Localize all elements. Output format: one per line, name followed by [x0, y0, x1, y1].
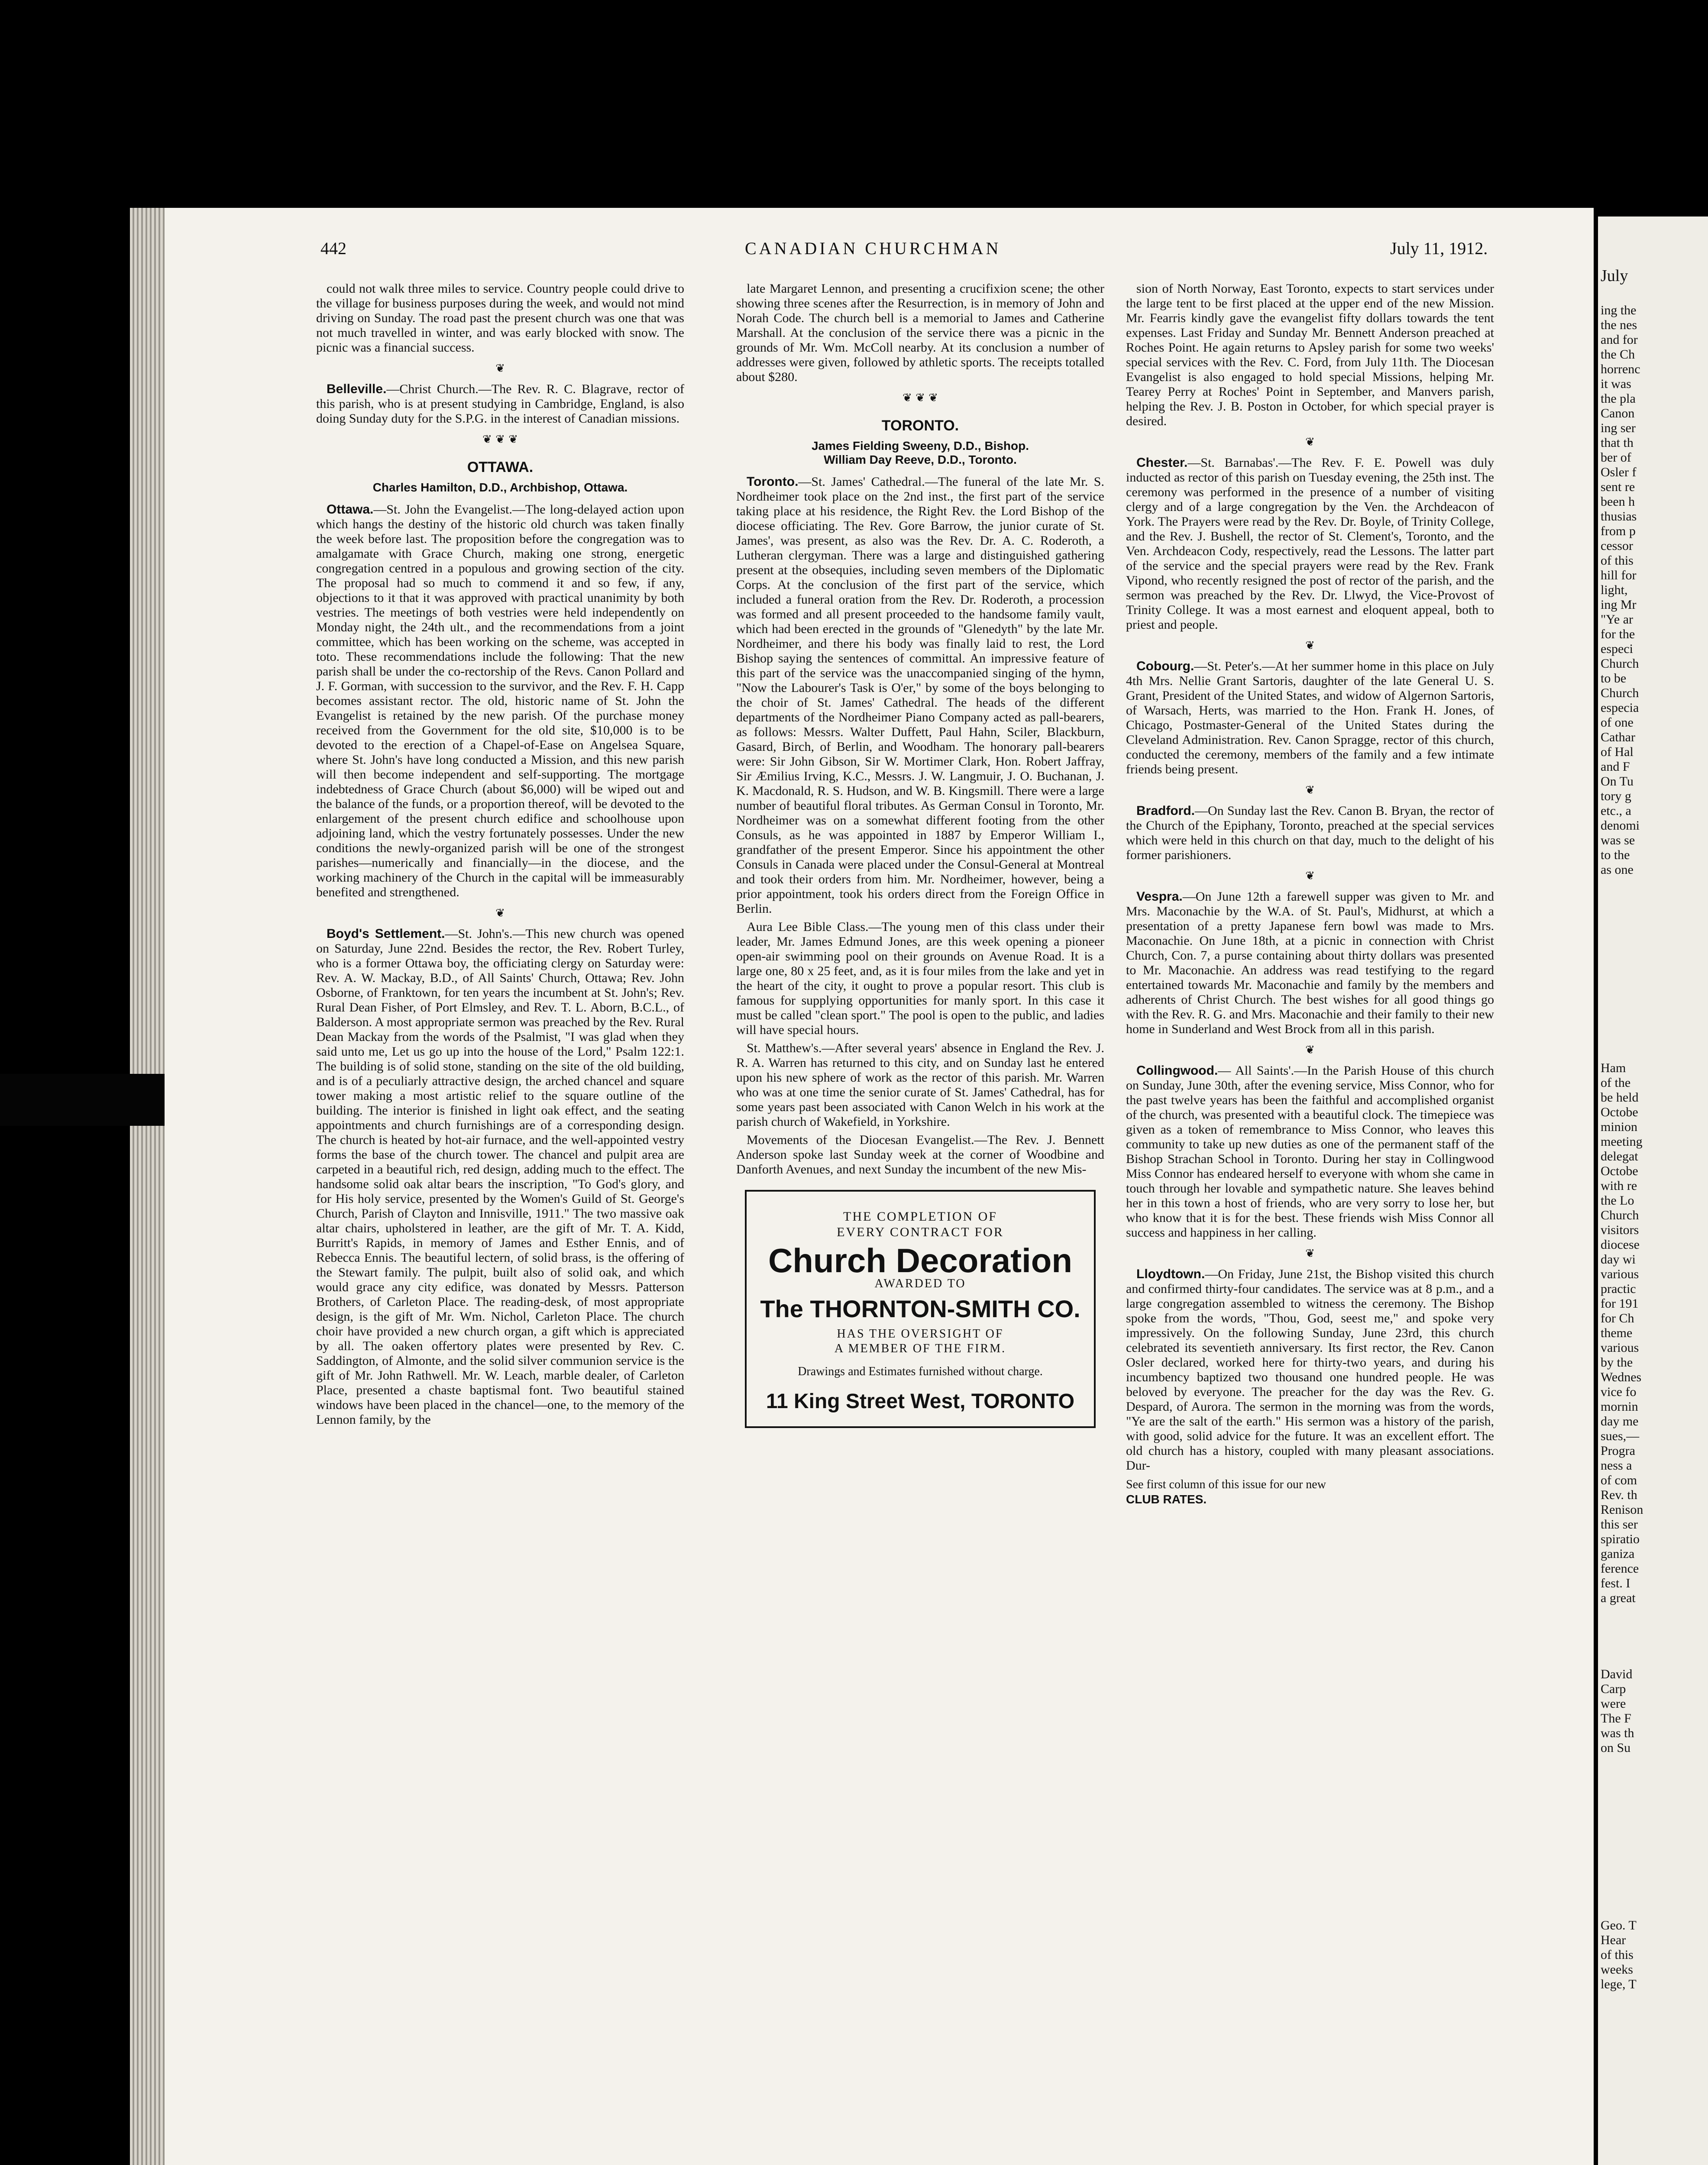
paragraph-chester: Chester.—St. Barnabas'.—The Rev. F. E. Powell was duly inducted as rector of this parish on Tuesday evening, the 25th inst. The ceremony was performed in the presence of a number of visiting clergy and of a large congregation by the Ven. the Archdeacon of York. The Prayers were read by the Rev. Dr. Boyle, of Trinity College, and the Rev. J. Bushell, the rector of St. Clement's, Toronto, and the Ven. Archdeacon Cody, respectively, read the Lessons. The latter part of the service and the special prayers were read by the Rev. Frank Vipond, who recently resigned the post of rector of the parish, and the sermon was preached by the Rev. Dr. Llwyd, the Vice-Provost of Trinity College. It was a most earnest and eloquent appeal, both to priest and people.: [1126, 456, 1494, 632]
adjacent-line: sues,—: [1601, 1429, 1640, 1443]
adjacent-line: to be: [1601, 671, 1627, 685]
adjacent-line: thusias: [1601, 509, 1637, 523]
adjacent-line: Progra: [1601, 1444, 1635, 1458]
adjacent-page-fragment: [1598, 216, 1708, 2165]
adjacent-line: vice fo: [1601, 1385, 1637, 1399]
adjacent-line: theme: [1601, 1326, 1633, 1340]
ornament: ❦: [1305, 784, 1315, 797]
advertisement-box: [745, 1190, 1096, 1428]
adjacent-line: on Su: [1601, 1741, 1631, 1755]
paragraph-ottawa: Ottawa.—St. John the Evangelist.—The long-delayed action upon which hangs the destiny of the historic old church was taken finally the week before last. The proposition before the congregation was to amalgamate with Grace Church, making one strong, energetic congregation centred in a populous and growing section of the city. The proposal had so much to commend it and so few, if any, objections to it that it was approved with practical unanimity by both vestries. The meetings of both vestries were held independently on Monday night, the 24th ult., and the recommendations from a joint committee, which has been working on the scheme, was accepted in toto. These recommendations include the following: That the new parish shall be under the co-rectorship of the Revs. Canon Pollard and J. F. Gorman, with succession to the survivor, and the Rev. F. H. Capp becomes assistant rector. The old, historic name of St. John the Evangelist is retained by the new parish. Of the purchase money received from the Government for the old site, $10,000 is to be devoted to the erection of a Chapel-of-Ease on Angelsea Square, where St. John's have long conducted a Mission, and this new parish will then become independent and self-supporting. The mortgage indebtedness of Grace Church (about $6,000) will be wiped out and the balance of the funds, or a proportion thereof, will be devoted to the enlargement of the present church edifice and schoolhouse upon adjoining land, which the vestry fortunately possesses. Under the new conditions the newly-organized parish will be one of the strongest parishes—numerically and financially—in the diocese, and the working machinery of the Church in the capital will be immeasurably benefited and strengthened.: [316, 502, 684, 899]
adjacent-line: tory g: [1601, 789, 1631, 803]
adjacent-line: the nes: [1601, 318, 1637, 332]
runin-heading: Chester.: [1136, 456, 1188, 470]
adjacent-line: of one: [1601, 715, 1634, 730]
adjacent-line: ber of: [1601, 450, 1631, 465]
runin-heading: Ottawa.: [327, 502, 374, 517]
paragraph-belleville: Belleville.—Christ Church.—The Rev. R. C. Blagrave, rector of this parish, who is at present studying in Cambridge, England, is also doing Sunday duty for the S.P.G. in the interest of Canadian missions.: [316, 382, 684, 426]
adjacent-line: Osler f: [1601, 465, 1637, 479]
paragraph-vespra: Vespra.—On June 12th a farewell supper was given to Mr. and Mrs. Maconachie by the W.A. of St. Paul's, Midhurst, at which a presentation of a pretty Japanese fern bowl was made to Mrs. Maconachie. On June 18th, at a picnic in connection with Christ Church, Con. 7, a purse containing about thirty dollars was presented to Mr. Maconachie. An address was read testifying to the regard entertained towards Mr. Maconachie and family by the members and adherents of Christ Church. The best wishes for all good things go with the Rev. R. G. and Mrs. Maconachie and their family to their new home in Sunderland and West Brock from all in this parish.: [1126, 889, 1494, 1036]
adjacent-line: Hear: [1601, 1933, 1626, 1947]
adjacent-line: as one: [1601, 863, 1634, 877]
paragraph: could not walk three miles to service. Country people could drive to the village for business purposes during the week, and would not mind driving on Sunday. The road past the present church was one that was not much travelled in winter, and was early blocked with snow. The picnic was a financial success.: [316, 281, 684, 355]
running-head: [165, 238, 1594, 264]
adjacent-line: sent re: [1601, 480, 1635, 494]
adjacent-line: for Ch: [1601, 1311, 1634, 1325]
adjacent-line: David: [1601, 1667, 1633, 1681]
ornament: ❦: [1305, 639, 1315, 652]
ad-line: THE COMPLETION OF: [843, 1209, 997, 1224]
paragraph-lloydtown: Lloydtown.—On Friday, June 21st, the Bishop visited this church and confirmed thirty-four candidates. The service was at 8 p.m., and a large congregation assembled to witness the ceremony. The Bishop spoke from the words, "Thou, God, seest me," and spoke very impressively. On the following Sunday, June 23rd, this church celebrated its seventieth anniversary. Its first rector, the Rev. Canon Osler declared, worked here for thirty-two years, and during his incumbency baptized two thousand one hundred people. He was beloved by everyone. The preacher for the day was the Rev. G. Despard, of Aurora. The sermon in the morning was from the words, "Ye are the salt of the earth." His sermon was a history of the parish, with good, solid advice for the future. It was an excellent effort. The old church has a history, coupled with many pleasant associations. Dur-: [1126, 1267, 1494, 1473]
adjacent-line: ing Mr: [1601, 598, 1637, 612]
adjacent-line: that th: [1601, 436, 1634, 450]
runin-heading: Belleville.: [327, 382, 387, 396]
adjacent-line: delegat: [1601, 1149, 1638, 1163]
paragraph: sion of North Norway, East Toronto, expects to start services under the large tent to be first placed at the upper end of the new Mission. Mr. Fearris kindly gave the evangelist fifty dollars towards the tent expenses. Last Friday and Sunday Mr. Bennett Anderson preached at Roches Point. He again returns to Apsley parish for some two weeks' special services with the Rev. C. Ford, from July 11th. The Diocesan Evangelist is also engaged to hold special Missions, helping Mr. Tearey Perry at Roches' Point in September, and Manvers parish, helping the Rev. J. B. Poston in October, for which special prayer is desired.: [1126, 281, 1494, 428]
adjacent-line: etc., a: [1601, 804, 1631, 818]
adjacent-line: hill for: [1601, 568, 1637, 582]
adjacent-line: ference: [1601, 1561, 1639, 1576]
ad-line: A MEMBER OF THE FIRM.: [834, 1342, 1006, 1355]
runin-heading: Cobourg.: [1136, 659, 1194, 673]
adjacent-line: Renison: [1601, 1503, 1643, 1517]
adjacent-line: Cathar: [1601, 730, 1635, 744]
section-heading-toronto: TORONTO.: [881, 417, 959, 434]
adjacent-line: The F: [1601, 1711, 1631, 1726]
ad-line: EVERY CONTRACT FOR: [837, 1225, 1004, 1239]
adjacent-line: Rev. th: [1601, 1488, 1637, 1502]
adjacent-line: for the: [1601, 627, 1635, 641]
adjacent-line: Carp: [1601, 1682, 1626, 1696]
adjacent-line: practic: [1601, 1282, 1636, 1296]
page-edges: [130, 208, 169, 2165]
adjacent-line: the Ch: [1601, 347, 1635, 362]
adjacent-line: Canon: [1601, 406, 1635, 420]
ornament: ❦: [495, 907, 505, 920]
adjacent-line: minion: [1601, 1120, 1638, 1134]
ornament: ❦ ❦ ❦: [903, 391, 938, 404]
paragraph: St. Matthew's.—After several years' absence in England the Rev. J. R. A. Warren has returned to this city, and on Sunday last he entered upon his new sphere of work as the rector of this parish. Mr. Warren who was at one time the senior curate of St. James' Cathedral, has for some years past been associated with Canon Welch in his work at the parish church of Wakefield, in Yorkshire.: [736, 1041, 1104, 1129]
masthead: CANADIAN CHURCHMAN: [745, 239, 1001, 258]
adjacent-line: Church: [1601, 686, 1639, 700]
adjacent-line: mornin: [1601, 1399, 1638, 1414]
adjacent-line: meeting: [1601, 1134, 1643, 1149]
adjacent-line: On Tu: [1601, 774, 1634, 788]
page-number: 442: [320, 239, 346, 258]
adjacent-line: "Ye ar: [1601, 612, 1634, 627]
adjacent-line: of this: [1601, 553, 1634, 568]
adjacent-line: day me: [1601, 1414, 1639, 1428]
adjacent-line: cessor: [1601, 539, 1633, 553]
ornament: ❦: [1305, 1044, 1315, 1057]
ornament: ❦: [1305, 1247, 1315, 1260]
adjacent-line: of com: [1601, 1473, 1637, 1487]
paragraph: Movements of the Diocesan Evangelist.—The Rev. J. Bennett Anderson spoke last Sunday week at the corner of Woodbine and Danforth Avenues, and next Sunday the incumbent of the new Mis-: [736, 1133, 1104, 1176]
ornament: ❦: [1305, 869, 1315, 882]
runin-heading: Boyd's Settlement.: [327, 927, 445, 941]
section-subheading: Charles Hamilton, D.D., Archbishop, Ottawa.: [372, 481, 628, 494]
column-3: [1126, 281, 1494, 1507]
paragraph-boyds: Boyd's Settlement.—St. John's.—This new church was opened on Saturday, June 22nd. Besides the rector, the Rev. Robert Turley, who is a former Ottawa boy, the officiating clergy on Saturday were: Rev. A. W. Mackay, B.D., of All Saints' Church, Ottawa; Rev. John Osborne, of Franktown, for ten years the incumbent at St. John's; Rev. Rural Dean Fisher, of Port Elmsley, and Rev. T. L. Aborn, B.C.L., of Balderson. A most appropriate sermon was preached by the Rev. Rural Dean Mackay from the words of the Psalmist, "I was glad when they said unto me, Let us go up into the house of the Lord," Psalm 122:1. The building is of solid stone, standing on the site of the old building, and is of a peculiarly attractive design, the arched chancel and square tower making a most artistic relief to the square outline of the building. The interior is finished in light oak effect, and the seating appointments and church furnishings are of a corresponding design. The church is heated by hot-air furnace, and the well-appointed vestry forms the base of the church tower. The chancel and pulpit area are carpeted in a beautiful rich, red design, adding much to the effect. The handsome solid oak altar bears the inscription, "To God's glory, and for His holy service, presented by the Women's Guild of St. George's Church, Parish of Clayton and Innisville, 1911." The two massive oak altar chairs, upholstered in leather, are the gift of Mr. T. A. Kidd, Burritt's Rapids, in memory of James and Esther Ennis, and of Rebecca Ennis. The beautiful lectern, of solid brass, is the offering of the Stewart family. The pulpit, built also of solid oak, and which would grace any city edifice, was donated by Messrs. Patterson Brothers, of Carleton Place. The reading-desk, of most appropriate design, is the gift of Mr. Wm. Nichol, Carleton Place. The church choir have provided a new church organ, a gift which is appreciated by all. The oaken offertory plates were presented by Rev. C. Saddington, of Almonte, and the solid silver communion service is the gift of Mr. John Rathwell. Mr. W. Leach, marble dealer, of Carleton Place, presented a chaste baptismal font. Two beautiful stained windows have been placed in the chancel—one, to the memory of the Lennon family, by the: [316, 927, 684, 1427]
adjacent-line: Octobe: [1601, 1164, 1638, 1178]
ad-address: 11 King Street West, TORONTO: [766, 1390, 1075, 1413]
adjacent-line: of the: [1601, 1076, 1631, 1090]
runin-heading: Collingwood.: [1136, 1063, 1218, 1078]
adjacent-line: various: [1601, 1267, 1639, 1281]
adjacent-line: ing ser: [1601, 421, 1636, 435]
adjacent-line: light,: [1601, 583, 1628, 597]
ad-line: Drawings and Estimates furnished without charge.: [798, 1365, 1043, 1378]
adjacent-line: day wi: [1601, 1252, 1636, 1267]
adjacent-line: the pla: [1601, 391, 1636, 406]
paragraph: late Margaret Lennon, and presenting a crucifixion scene; the other showing three scenes after the Resurrection, is in memory of John and Norah Code. The church bell is a memorial to James and Catherine Marshall. At the conclusion of the service there was a picnic in the grounds of Mr. Wm. McColl nearby. At its conclusion a number of addresses were given, followed by athletic sports. The receipts totalled about $280.: [736, 281, 1104, 384]
adjacent-line: was th: [1601, 1726, 1634, 1740]
adjacent-line: visitors: [1601, 1223, 1639, 1237]
adjacent-line: been h: [1601, 494, 1635, 509]
adjacent-line: be held: [1601, 1090, 1639, 1105]
newspaper-page: [165, 208, 1594, 2165]
adjacent-line: the Lo: [1601, 1193, 1634, 1208]
runin-heading: Toronto.: [747, 475, 799, 489]
column-1: [316, 281, 684, 1431]
adjacent-line: of this: [1601, 1948, 1634, 1962]
adjacent-line: of Hal: [1601, 745, 1634, 759]
adjacent-line: various: [1601, 1341, 1639, 1355]
adjacent-line: Wednes: [1601, 1370, 1642, 1384]
adjacent-line: was se: [1601, 833, 1635, 847]
adjacent-line: spiratio: [1601, 1532, 1640, 1546]
adjacent-line: Ham: [1601, 1061, 1626, 1075]
adjacent-line: this ser: [1601, 1517, 1638, 1532]
adjacent-line: for 191: [1601, 1296, 1639, 1311]
adjacent-line: were: [1601, 1696, 1626, 1711]
adjacent-line: ing the: [1601, 303, 1637, 317]
runin-heading: Bradford.: [1136, 804, 1195, 818]
section-subheading: James Fielding Sweeny, D.D., Bishop. William Day Reeve, D.D., Toronto.: [811, 439, 1029, 466]
adjacent-line: ganiza: [1601, 1547, 1635, 1561]
paragraph-bradford: Bradford.—On Sunday last the Rev. Canon B. Bryan, the rector of the Church of the Epiphany, Toronto, preached at the special services which were held in this church on that day, much to the delight of his former parishioners.: [1126, 804, 1494, 862]
adjacent-line: from p: [1601, 524, 1636, 538]
adjacent-line: especia: [1601, 701, 1639, 715]
adjacent-line: especi: [1601, 642, 1633, 656]
adjacent-line: Church: [1601, 1208, 1639, 1222]
adjacent-line: ness a: [1601, 1458, 1632, 1473]
adjacent-line: diocese: [1601, 1238, 1640, 1252]
ad-headline: Church Decoration: [768, 1241, 1073, 1280]
adjacent-line: weeks: [1601, 1962, 1633, 1977]
adjacent-line: horrenc: [1601, 362, 1640, 376]
ornament: ❦: [495, 362, 505, 375]
adjacent-line: by the: [1601, 1355, 1633, 1370]
column-2: [736, 281, 1104, 1441]
paragraph-toronto: Toronto.—St. James' Cathedral.—The funeral of the late Mr. S. Nordheimer took place on the 2nd inst., the first part of the service taking place at his residence, the Right Rev. the Lord Bishop of the diocese officiating. The Rev. Gore Barrow, the junior curate of St. James', was present, as also was the Rev. Dr. A. C. Roderoth, a Lutheran clergyman. There was a large and distinguished gathering present at the obsequies, including seven members of the Diplomatic Corps. At the conclusion of the first part of the service, which included a funeral oration from the Rev. Dr. Roderoth, a procession was formed and all present proceeded to the handsome family vault, which had been erected in the grounds of "Glenedyth" by the late Mr. Nordheimer, and there his body was finally laid to rest, the Lord Bishop saying the sentences of committal. An impressive feature of this part of the service was the unaccompanied singing of the hymn, "Now the Labourer's Task is O'er," by some of the boys belonging to the choir of St. James' Cathedral. The heads of the different departments of the Nordheimer Piano Company acted as pall-bearers, as follows: Messrs. Walter Duffett, Paul Hahn, Sciler, Blackburn, Gasard, Birch, of Berlin, and Woodham. The honorary pall-bearers were: Sir John Gibson, Sir W. Mortimer Clark, Hon. Robert Jaffray, Sir Æmilius Irving, K.C., Messrs. J. W. Langmuir, J. O. Buchanan, J. K. Macdonald, R. S. Hudson, and W. B. Kingsmill. There were a large number of beautiful floral tributes. As German Consul in Toronto, Mr. Nordheimer was on a somewhat different footing from the other Consuls, as he was appointed in 1887 by Emperor William I., grandfather of the present Emperor. Since his appointment the other Consuls in Canada were placed under the Consul-General at Montreal and took their orders from him. Mr. Nordheimer, however, being a prior appointment, took his orders direct from the Foreign Office in Berlin.: [736, 475, 1104, 916]
adjacent-line: a great: [1601, 1591, 1636, 1605]
adjacent-line: Church: [1601, 656, 1639, 671]
ad-line: HAS THE OVERSIGHT OF: [837, 1327, 1004, 1341]
footer-note: See first column of this issue for our new CLUB RATES.: [1126, 1478, 1326, 1506]
ornament: ❦: [1305, 436, 1315, 449]
ad-firm-name: The THORNTON-SMITH CO.: [760, 1295, 1080, 1322]
runin-heading: Lloydtown.: [1136, 1267, 1205, 1281]
adjacent-line: to the: [1601, 848, 1630, 862]
adjacent-line: with re: [1601, 1179, 1637, 1193]
adjacent-line: lege, T: [1601, 1977, 1637, 1991]
adjacent-line: it was: [1601, 377, 1631, 391]
issue-date: July 11, 1912.: [1390, 239, 1488, 258]
paragraph-cobourg: Cobourg.—St. Peter's.—At her summer home in this place on July 4th Mrs. Nellie Grant Sartoris, daughter of the late General U. S. Grant, President of the United States, and widow of Algernon Sartoris, of Warsach, Herts, was married to the Hon. Frank H. Jones, of Chicago, Postmaster-General of the United States during the Cleveland Administration. Rev. Canon Spragge, rector of this church, conducted the ceremony, members of the family and a few intimate friends being present.: [1126, 659, 1494, 776]
section-heading-ottawa: OTTAWA.: [467, 459, 534, 475]
ad-line: AWARDED TO: [874, 1277, 966, 1290]
adjacent-line: and F: [1601, 759, 1630, 774]
ornament: ❦ ❦ ❦: [482, 433, 518, 446]
adjacent-line: Geo. T: [1601, 1918, 1637, 1932]
runin-heading: Vespra.: [1136, 889, 1183, 904]
adjacent-line: Octobe: [1601, 1105, 1638, 1119]
adjacent-line: fest. I: [1601, 1576, 1630, 1590]
paragraph: Aura Lee Bible Class.—The young men of this class under their leader, Mr. James Edmund Jones, are this week opening a pioneer open-air swimming pool on their grounds on Avenue Road. It is a large one, 80 x 25 feet, and, as it is four miles from the lake and yet in the heart of the city, it ought to prove a popular resort. This club is famous for supplying opportunities for manly sport. In this case it must be called "clean sport." The pool is open to the public, and ladies will have special hours.: [736, 920, 1104, 1037]
paragraph-collingwood: Collingwood.— All Saints'.—In the Parish House of this church on Sunday, June 30th, after the evening service, Miss Connor, who for the past twelve years has been the faithful and accomplished organist of the church, was presented with a beautiful clock. The timepiece was given as a token of remembrance to Miss Connor, who leaves this community to take up new duties as one of the permanent staff of the Bishop Strachan School in Toronto. During her stay in Collingwood Miss Connor has endeared herself to everyone with whom she came in touch through her lovable and sympathetic nature. She leaves behind her in this town a host of friends, who are very sorry to lose her, but who know that it is for the best. These friends wish Miss Connor all success and happiness in her calling.: [1126, 1063, 1494, 1240]
adjacent-line: denomi: [1601, 818, 1640, 833]
adjacent-header: July: [1601, 267, 1628, 285]
adjacent-line: and for: [1601, 333, 1638, 347]
